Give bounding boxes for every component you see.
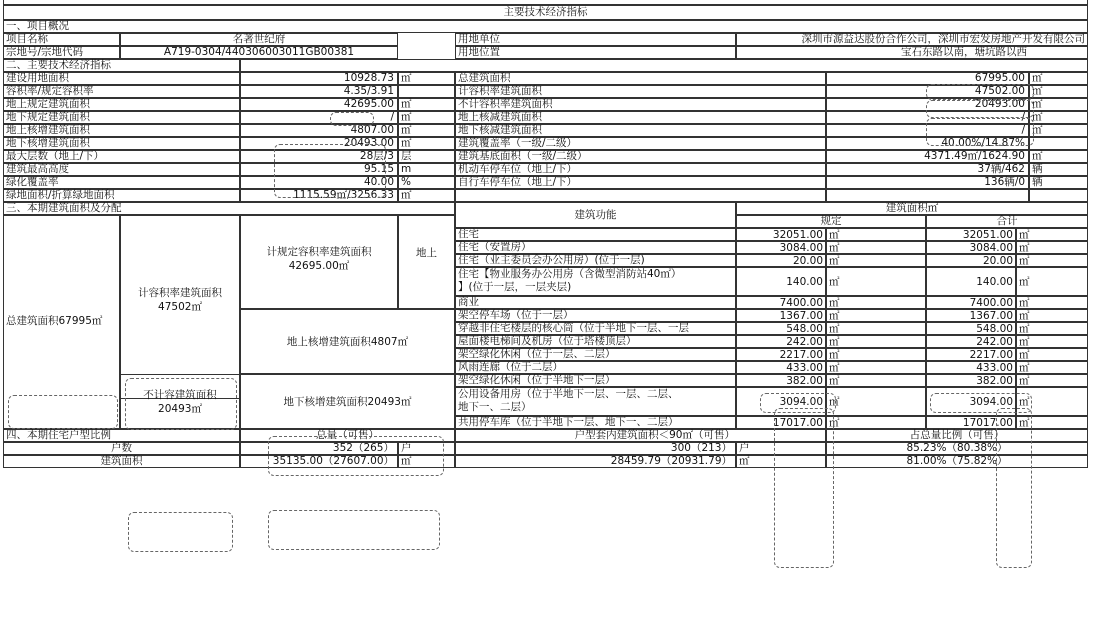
value-cell[interactable]: 35135.00（27607.00） [240,455,398,468]
label-cell[interactable]: 宗地号/宗地代码 [3,46,120,59]
value-cell[interactable]: 95.15 [240,163,398,176]
value-cell[interactable]: 140.00 [736,267,826,296]
highlight-mark [774,408,834,568]
unit-cell[interactable]: 辆 [1029,163,1088,176]
section-heading[interactable]: 一、项目概况 [3,20,1088,33]
value-cell[interactable]: 242.00 [736,335,826,348]
value-cell[interactable]: 深圳市源益达股份合作公司，深圳市宏发房地产开发有限公司 [736,33,1088,46]
unit-cell[interactable]: ㎡ [398,111,455,124]
function-cell[interactable] [455,254,736,267]
label-cell[interactable]: 自行车停车位（地上/下） [455,176,826,189]
value-cell[interactable]: 20.00 [926,254,1016,267]
value-cell[interactable]: 3084.00 [926,241,1016,254]
merged-text: 不计容建筑面积 [143,389,217,401]
function-text: 架空绿化休闲（位于半地下一层） [458,374,616,386]
value-cell[interactable]: 85.23%（80.38%） [826,442,1088,455]
value-cell[interactable]: / [826,124,1029,137]
value-cell[interactable]: 17017.00 [926,416,1016,429]
label-cell[interactable] [455,189,826,202]
highlight-mark [996,408,1032,568]
value-cell[interactable]: 548.00 [926,322,1016,335]
value-cell[interactable]: 2217.00 [736,348,826,361]
value-cell[interactable]: 2217.00 [926,348,1016,361]
unit-cell[interactable]: ㎡ [1016,374,1088,387]
function-cell[interactable] [455,267,736,296]
unit-cell[interactable]: ㎡ [398,189,455,202]
value-cell[interactable]: 548.00 [736,322,826,335]
unit-cell[interactable]: ㎡ [826,309,926,322]
unit-cell[interactable]: ㎡ [826,241,926,254]
highlight-mark [274,144,386,198]
label-cell[interactable]: 容积率/规定容积率 [3,85,240,98]
value-cell[interactable]: 242.00 [926,335,1016,348]
unit-cell[interactable] [1029,189,1088,202]
merged-text: 20493㎡ [158,403,202,415]
merged-label[interactable]: 地上 [398,215,455,309]
value-cell[interactable]: 4.35/3.91 [240,85,398,98]
unit-cell[interactable]: ㎡ [398,137,455,150]
label-cell[interactable]: 总建筑面积 [455,72,826,85]
highlight-mark [926,84,1034,100]
value-cell[interactable] [826,189,1029,202]
value-cell[interactable]: 3094.00 [736,387,826,416]
unit-cell[interactable]: 层 [398,150,455,163]
column-header[interactable]: 户型套内建筑面积＜90㎡（可售） [455,429,826,442]
column-header[interactable]: 占总量比例（可售） [826,429,1088,442]
unit-cell[interactable]: ㎡ [398,455,455,468]
column-header[interactable]: 合计 [926,215,1088,228]
column-header[interactable]: 规定 [736,215,926,228]
merged-text: 计规定容积率建筑面积 [266,246,372,258]
unit-cell[interactable]: ㎡ [736,455,826,468]
value-cell[interactable]: 382.00 [926,374,1016,387]
highlight-mark [268,510,440,550]
unit-cell[interactable]: ㎡ [1029,150,1088,163]
unit-cell[interactable]: ㎡ [1016,322,1088,335]
value-cell[interactable]: 7400.00 [736,296,826,309]
label-cell[interactable]: 建筑覆盖率（一级/二级） [455,137,826,150]
value-cell[interactable]: 17017.00 [736,416,826,429]
value-cell[interactable]: 32051.00 [736,228,826,241]
value-cell[interactable]: 136辆/0 [826,176,1029,189]
unit-cell[interactable]: ㎡ [826,267,926,296]
column-header[interactable]: 总量（可售） [240,429,455,442]
unit-cell[interactable]: ㎡ [398,72,455,85]
function-cell[interactable] [455,374,736,387]
value-cell[interactable]: 433.00 [926,361,1016,374]
merged-text: 47502㎡ [158,301,202,313]
function-cell[interactable] [455,228,736,241]
label-cell[interactable]: 地上核减建筑面积 [455,111,826,124]
value-cell[interactable]: 4807.00 [240,124,398,137]
unit-cell[interactable]: % [398,176,455,189]
unit-cell[interactable]: ㎡ [1016,228,1088,241]
value-cell[interactable]: 20493.00 [240,137,398,150]
function-text: 架空绿化休闲（位于一层、二层） [458,348,616,360]
unit-cell[interactable]: 辆 [1029,176,1088,189]
label-cell[interactable]: 不计容积率建筑面积 [455,98,826,111]
function-text: 屋面楼电梯间及机房（位于塔楼顶层） [458,335,637,347]
function-cell[interactable] [455,322,736,335]
unit-cell[interactable]: ㎡ [398,98,455,111]
value-cell[interactable]: A719-0304/440306003011GB00381 [120,46,398,59]
highlight-mark [330,112,374,126]
unit-cell[interactable]: ㎡ [1016,254,1088,267]
column-header[interactable]: 建筑功能 [455,202,736,228]
unit-cell[interactable]: ㎡ [1029,98,1088,111]
value-cell[interactable]: 28459.79（20931.79） [455,455,736,468]
label-cell[interactable]: 建筑最高高度 [3,163,240,176]
value-cell[interactable]: 1367.00 [926,309,1016,322]
unit-cell[interactable]: ㎡ [1029,111,1088,124]
unit-cell[interactable]: ㎡ [826,296,926,309]
value-cell[interactable]: 67995.00 [826,72,1029,85]
section-heading[interactable]: 四、本期住宅户型比例 [3,429,240,442]
function-cell[interactable] [455,416,736,429]
function-cell[interactable] [455,387,736,416]
unit-cell[interactable]: ㎡ [826,348,926,361]
merged-label[interactable] [120,215,240,399]
label-cell[interactable]: 建筑面积 [3,455,240,468]
unit-cell[interactable]: ㎡ [1029,85,1088,98]
label-cell[interactable]: 用地单位 [455,33,736,46]
section-heading[interactable]: 三、本期建筑面积及分配 [3,202,455,215]
unit-cell[interactable]: ㎡ [1016,309,1088,322]
merged-label[interactable]: 地上核增建筑面积4807㎡ [240,309,455,374]
function-text: 地下一、二层） [458,401,532,413]
unit-cell[interactable]: ㎡ [826,361,926,374]
function-text: 共用停车库（位于半地下一层、地下一、二层） [458,416,679,428]
value-cell[interactable]: 10928.73 [240,72,398,85]
value-cell[interactable]: 40.00%/14.87% [826,137,1029,150]
unit-cell[interactable]: ㎡ [398,124,455,137]
section-heading[interactable]: 二、主要技术经济指标 [3,59,240,72]
highlight-mark [268,436,444,476]
label-cell[interactable]: 建筑基底面积（一级/二级） [455,150,826,163]
value-cell[interactable]: 3094.00 [926,387,1016,416]
label-cell[interactable]: 绿地面积/折算绿地面积 [3,189,240,202]
unit-cell[interactable] [398,85,455,98]
value-cell[interactable]: 宝石东路以南，塘坑路以西 [736,46,1088,59]
unit-cell[interactable]: ㎡ [1016,241,1088,254]
label-cell[interactable]: 地上规定建筑面积 [3,98,240,111]
value-cell[interactable]: 32051.00 [926,228,1016,241]
value-cell[interactable]: 20493.00 [826,98,1029,111]
unit-cell[interactable]: ㎡ [1016,348,1088,361]
label-cell[interactable]: 绿化覆盖率 [3,176,240,189]
label-cell[interactable]: 地上核增建筑面积 [3,124,240,137]
function-text: 】(位于一层，一层夹层) [458,281,572,293]
value-cell[interactable]: 28层/3 [240,150,398,163]
value-cell[interactable]: 352（265） [240,442,398,455]
highlight-mark [128,512,233,552]
sheet-title[interactable]: 主要技术经济指标 [3,5,1088,20]
label-cell[interactable]: 计容积率建筑面积 [455,85,826,98]
merged-label[interactable]: 地下核增建筑面积20493㎡ [240,374,455,429]
unit-cell[interactable]: ㎡ [826,387,926,416]
unit-cell[interactable]: m [398,163,455,176]
value-cell[interactable]: 382.00 [736,374,826,387]
value-cell[interactable]: / [826,111,1029,124]
function-cell[interactable] [455,296,736,309]
value-cell[interactable]: 300（213） [455,442,736,455]
label-cell[interactable]: 机动车停车位（地上/下） [455,163,826,176]
value-cell[interactable]: 433.00 [736,361,826,374]
label-cell[interactable]: 项目名称 [3,33,120,46]
value-cell[interactable]: 7400.00 [926,296,1016,309]
unit-cell[interactable]: ㎡ [1029,124,1088,137]
unit-cell[interactable]: 户 [398,442,455,455]
merged-label[interactable] [240,215,398,309]
function-cell[interactable] [455,241,736,254]
value-cell[interactable]: 42695.00 [240,98,398,111]
label-cell[interactable]: 建设用地面积 [3,72,240,85]
unit-cell[interactable]: ㎡ [1016,267,1088,296]
function-text: 住宅 [458,228,479,240]
merged-label[interactable]: 总建筑面积67995㎡ [3,215,120,429]
value-cell[interactable]: 3084.00 [736,241,826,254]
label-cell[interactable]: 地下规定建筑面积 [3,111,240,124]
unit-cell[interactable]: ㎡ [826,416,926,429]
label-cell[interactable]: 最大层数（地上/下） [3,150,240,163]
label-cell[interactable]: 地下核减建筑面积 [455,124,826,137]
label-cell[interactable]: 用地位置 [455,46,736,59]
column-header[interactable]: 建筑面积㎡ [736,202,1088,215]
merged-text: 42695.00㎡ [288,260,350,272]
highlight-mark [926,118,1034,146]
value-cell[interactable]: 名著世纪府 [120,33,398,46]
unit-cell[interactable]: ㎡ [1016,335,1088,348]
function-cell[interactable] [455,348,736,361]
function-text: 住宅【物业服务办公用房（含微型消防站40㎡） [458,268,682,280]
unit-cell[interactable]: ㎡ [826,254,926,267]
unit-cell[interactable]: ㎡ [1016,387,1088,416]
function-text: 架空停车场（位于一层） [458,309,574,321]
merged-text: 计容积率建筑面积 [138,287,222,299]
unit-cell[interactable]: ㎡ [826,228,926,241]
highlight-mark [926,100,1034,118]
value-cell[interactable]: 81.00%（75.82%） [826,455,1088,468]
value-cell[interactable]: 1367.00 [736,309,826,322]
unit-cell[interactable]: ㎡ [1016,361,1088,374]
function-text: 穿越非住宅楼层的核心筒（位于半地下一层、一层 [458,322,689,334]
function-text: 公用设备用房（位于半地下一层、一层、二层、 [458,388,679,400]
function-text: 风雨连廊（位于二层） [458,361,563,373]
unit-cell[interactable]: ㎡ [1029,72,1088,85]
value-cell[interactable]: 47502.00 [826,85,1029,98]
unit-cell[interactable] [1029,137,1088,150]
function-cell[interactable] [455,335,736,348]
highlight-mark [8,395,118,429]
label-cell[interactable]: 地下核增建筑面积 [3,137,240,150]
unit-cell[interactable]: ㎡ [826,322,926,335]
value-cell[interactable]: 20.00 [736,254,826,267]
unit-cell[interactable]: ㎡ [826,335,926,348]
unit-cell[interactable]: ㎡ [1016,296,1088,309]
unit-cell[interactable]: ㎡ [826,374,926,387]
function-cell[interactable] [455,309,736,322]
value-cell[interactable]: 140.00 [926,267,1016,296]
unit-cell[interactable]: ㎡ [1016,416,1088,429]
label-cell[interactable]: 户数 [3,442,240,455]
empty-cell[interactable] [240,59,1088,72]
unit-cell[interactable]: 户 [736,442,826,455]
value-cell[interactable]: 4371.49㎡/1624.90 [826,150,1029,163]
function-text: 商业 [458,296,479,308]
function-cell[interactable] [455,361,736,374]
function-text: 住宅（安置房） [458,241,532,253]
function-text: 住宅（业主委员会办公用房）(位于一层) [458,254,645,266]
value-cell[interactable]: 1115.59㎡/3256.33 [240,189,398,202]
value-cell[interactable]: / [240,111,398,124]
value-cell[interactable]: 37辆/462 [826,163,1029,176]
value-cell[interactable]: 40.00 [240,176,398,189]
highlight-mark [125,378,237,430]
